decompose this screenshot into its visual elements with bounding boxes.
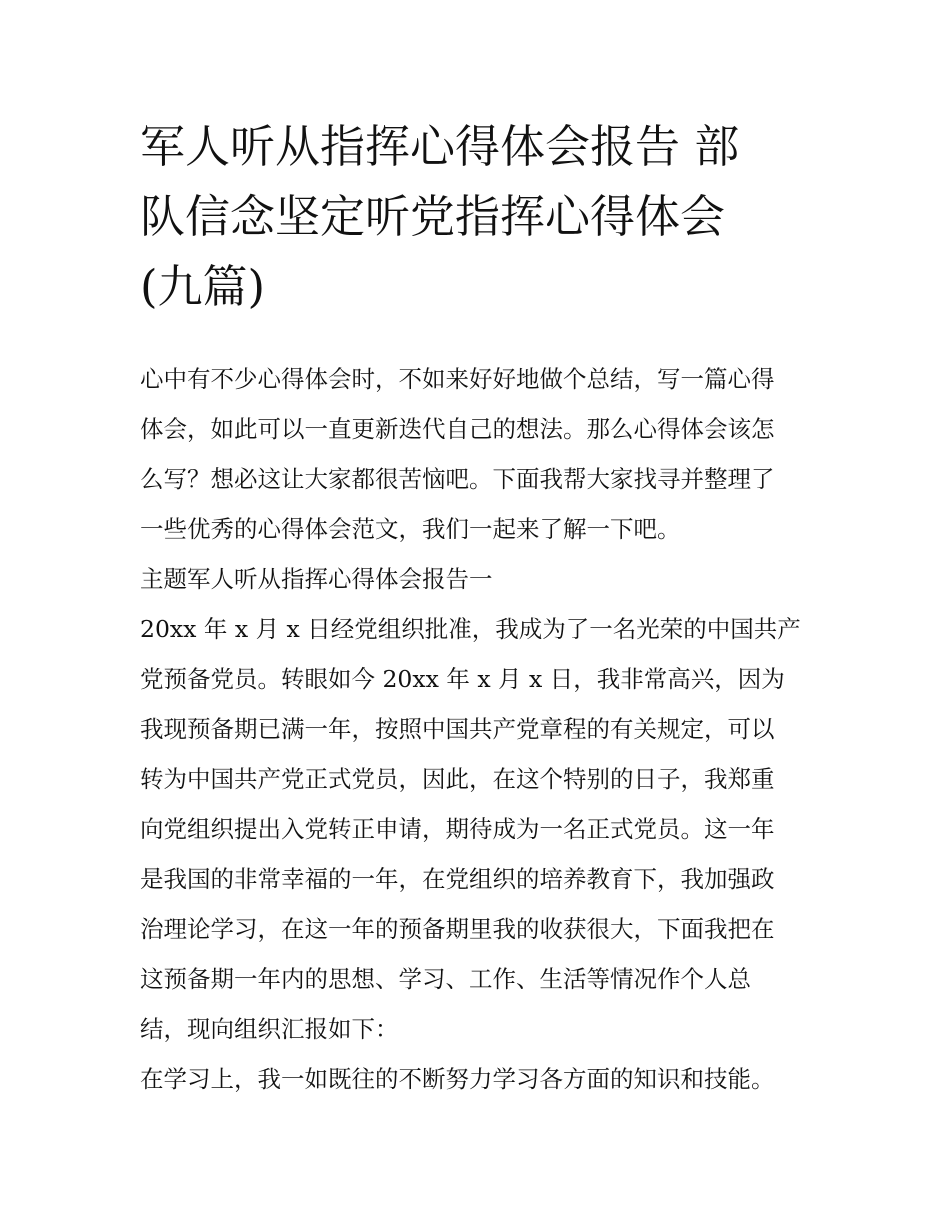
text-line: 心中有不少心得体会时，不如来好好地做个总结，写一篇心得	[140, 365, 775, 393]
text-line: 是我国的非常幸福的一年，在党组织的培养教育下，我加强政	[140, 865, 775, 893]
title-line: 队信念坚定听党指挥心得体会	[140, 190, 726, 243]
body-paragraph-2	[140, 1054, 820, 1104]
text-line: 体会，如此可以一直更新迭代自己的想法。那么心得体会该怎	[140, 415, 775, 443]
intro-paragraph	[140, 354, 820, 554]
title-line: (九篇)	[140, 260, 266, 313]
text-line: 在学习上，我一如既往的不断努力学习各方面的知识和技能。	[140, 1065, 775, 1093]
text-line: 么写？想必这让大家都很苦恼吧。下面我帮大家找寻并整理了	[140, 465, 775, 493]
text-line: 我现预备期已满一年，按照中国共产党章程的有关规定，可以	[140, 715, 775, 743]
text-line: 治理论学习，在这一年的预备期里我的收获很大，下面我把在	[140, 915, 775, 943]
title-line: 军人听从指挥心得体会报告 部	[140, 120, 740, 173]
text-line: 党预备党员。转眼如今 20xx 年 x 月 x 日，我非常高兴，因为	[140, 665, 785, 693]
text-line: 结，现向组织汇报如下：	[140, 1015, 399, 1043]
section-heading-text: 主题军人听从指挥心得体会报告一	[140, 565, 493, 593]
text-line: 这预备期一年内的思想、学习、工作、生活等情况作个人总	[140, 965, 751, 993]
text-line: 向党组织提出入党转正申请，期待成为一名正式党员。这一年	[140, 815, 775, 843]
text-line: 一些优秀的心得体会范文，我们一起来了解一下吧。	[140, 515, 681, 543]
text-line: 20xx 年 x 月 x 日经党组织批准，我成为了一名光荣的中国共产	[140, 615, 801, 643]
document-title	[140, 112, 820, 322]
text-line: 转为中国共产党正式党员，因此，在这个特别的日子，我郑重	[140, 765, 775, 793]
section-heading	[140, 554, 820, 604]
body-paragraph-1	[140, 604, 820, 1054]
